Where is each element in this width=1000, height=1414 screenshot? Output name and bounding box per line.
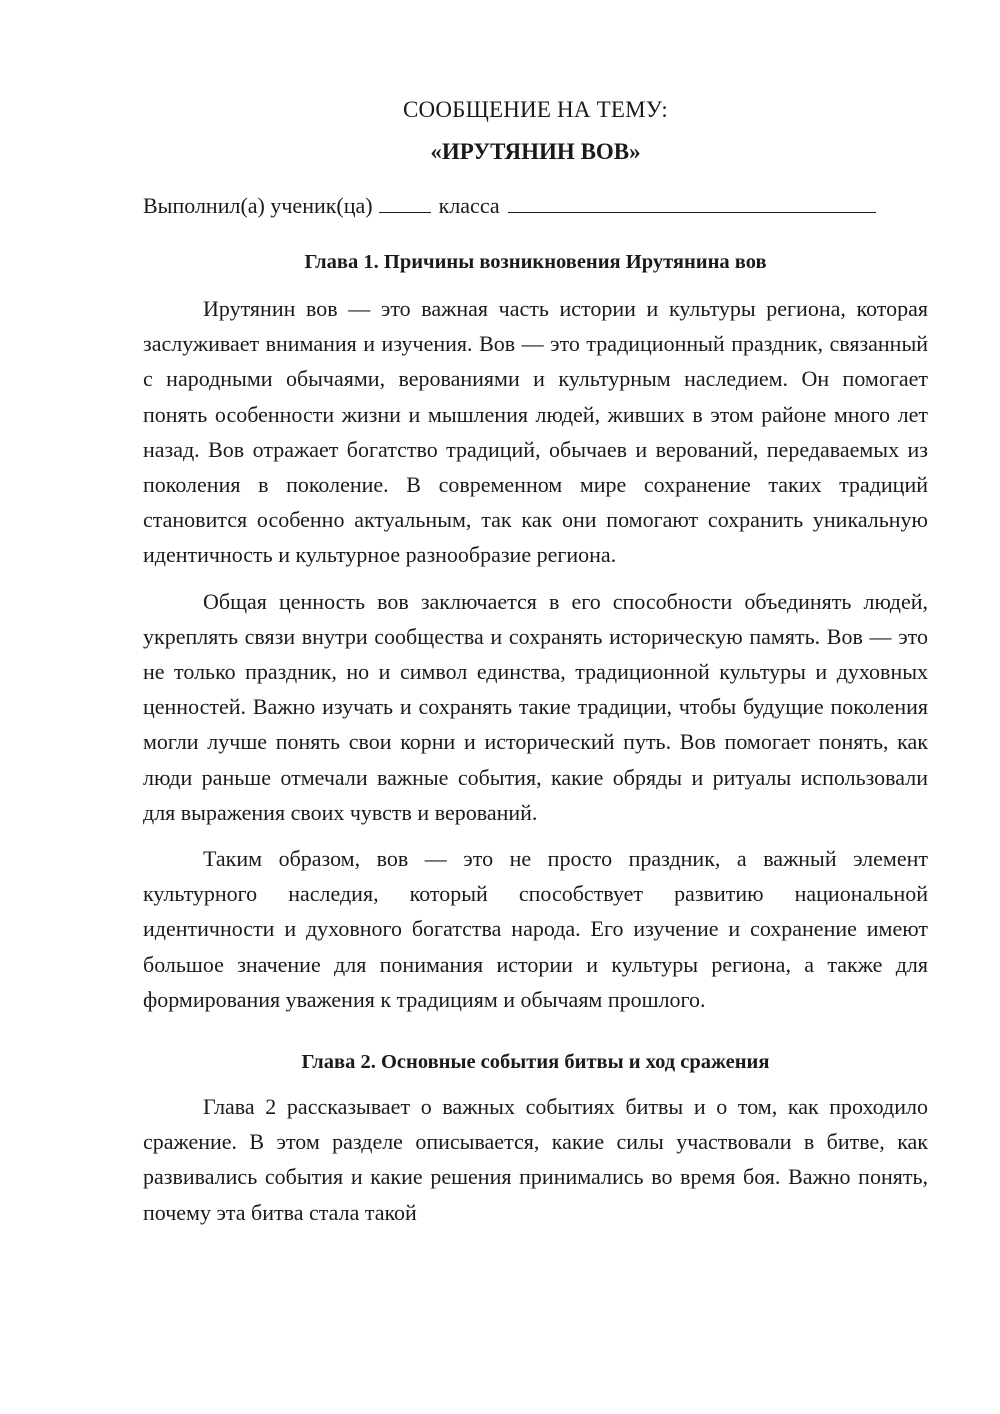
name-blank-field — [508, 190, 876, 213]
chapter-1-paragraph-1: Ирутянин вов — это важная часть истории и культуры региона, которая заслуживает внимания и изучения. Вов — это традиционный праздник, связанный с народными обычаями, верованиями и культурным наследием. Он помогает понять особенности жизни и мышления людей, живших в этом районе много лет назад. Вов отражает богатство традиций, обычаев и верований, передаваемых из поколения в поколение. В современном мире сохранение таких традиций становится особенно актуальным, так как они помогают сохранить уникальную идентичность и культурное разнообразие региона. — [143, 296, 928, 568]
document-page — [143, 94, 928, 1230]
chapter-2-paragraph-1: Глава 2 рассказывает о важных событиях битвы и о том, как проходило сражение. В этом разделе описывается, какие силы участвовали в битве, как развивались события и какие решения принимались во время боя. Важно понять, почему эта битва стала такой — [143, 1094, 928, 1225]
author-line — [143, 190, 928, 222]
author-prefix: Выполнил(а) ученик(ца) — [143, 193, 373, 218]
document-title: СООБЩЕНИЕ НА ТЕМУ: — [403, 97, 668, 122]
author-class-label: класса — [438, 193, 500, 218]
grade-blank-field — [379, 190, 431, 213]
chapter-1-paragraph-3: Таким образом, вов — это не просто праздник, а важный элемент культурного наследия, который способствует развитию национальной идентичности и духовного богатства народа. Его изучение и сохранение имеют большое значение для понимания истории и культуры региона, а также для формирования уважения к традициям и обычаям прошлого. — [143, 846, 928, 1012]
chapter-1-heading: Глава 1. Причины возникновения Ирутянина вов — [304, 251, 767, 273]
document-subtitle: «ИРУТЯНИН ВОВ» — [430, 139, 641, 164]
chapter-2-heading: Глава 2. Основные события битвы и ход сражения — [301, 1051, 770, 1074]
chapter-1-paragraph-2: Общая ценность вов заключается в его способности объединять людей, укреплять связи внутри сообщества и сохранять историческую память. Вов — это не только праздник, но и символ единства, традиционной культуры и духовных ценностей. Важно изучать и сохранять такие традиции, чтобы будущие поколения могли лучше понять свои корни и исторический путь. Вов помогает понять, как люди раньше отмечали важные события, какие обряды и ритуалы использовали для выражения своих чувств и верований. — [143, 588, 928, 825]
